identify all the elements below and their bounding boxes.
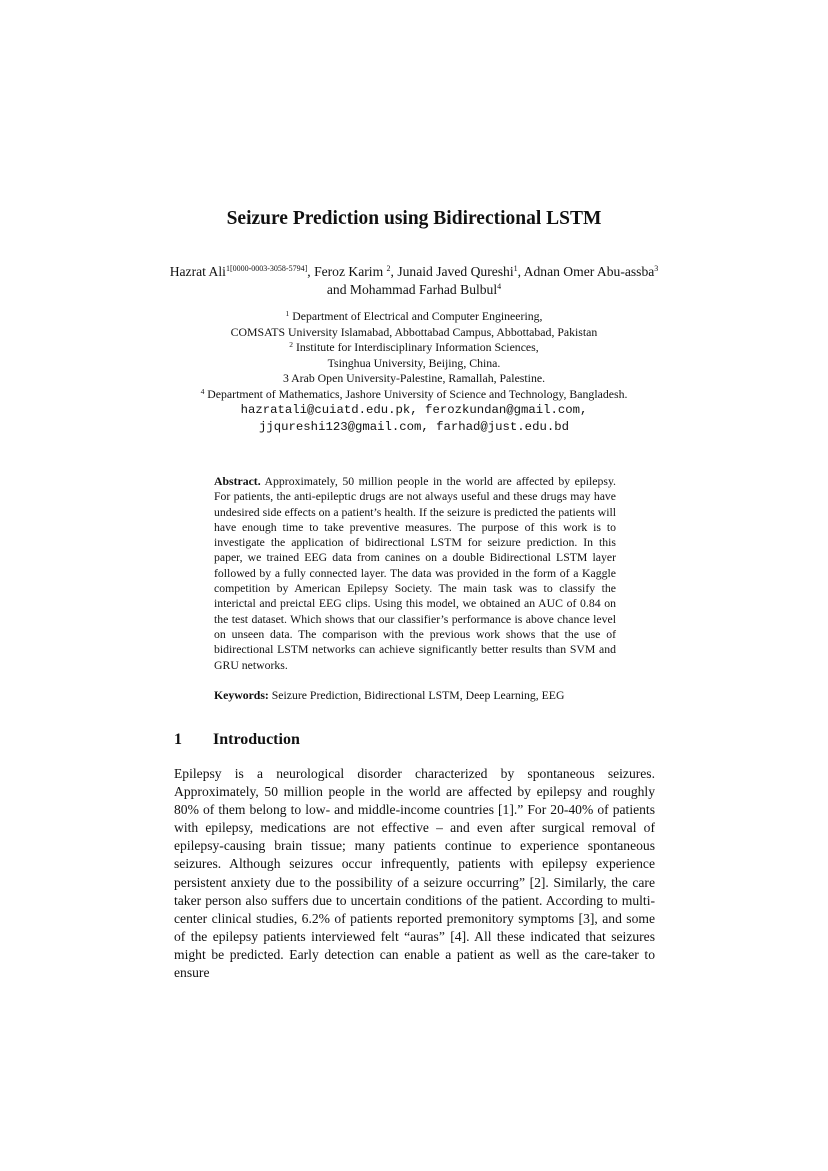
section-title: Introduction [213, 731, 300, 748]
email-list: jjqureshi123@gmail.com, farhad@just.edu.bd [259, 419, 569, 434]
body-paragraph: Epilepsy is a neurological disorder characterized by spontaneous seizures. Approximately, 50 million people in the world are affected by epilepsy and roughly 80% of them belong to low- and middle-income countries [1].” For 20-40% of patients with epilepsy, medications are not effective – and even after surgical removal of epilepsy-causing brain tissue; many patients continue to experience spontaneous seizures. Although seizures occur infrequently, patients with epilepsy experience persistent anxiety due to the possibility of a seizure occurring” [2]. Similarly, the care taker person also suffers due to uncertain conditions of the patient. According to multi-center clinical studies, 6.2% of patients reported premonitory symptoms [3], and some of the epilepsy patients interviewed felt “auras” [4]. All these indicated that seizures might be predicted. Early detection can enable a patient as well as the care-taker to ensure [174, 766, 655, 981]
affiliation-superscript: 2 [289, 340, 294, 349]
section-heading [174, 729, 300, 751]
author-name: Hazrat Ali [169, 264, 226, 279]
author-superscript: 1[0000-0003-3058-5794] [225, 264, 308, 273]
affiliation-text: Department of Mathematics, Jashore University of Science and Technology, Bangladesh. [204, 386, 628, 401]
affiliation-line [0, 340, 828, 356]
affiliation-text: Department of Electrical and Computer Engineering, [289, 309, 543, 323]
affiliation-text: Institute for Interdisciplinary Information Sciences, [293, 340, 539, 354]
author-superscript: 3 [654, 264, 659, 273]
keywords [214, 688, 624, 703]
author-superscript: 4 [497, 282, 502, 291]
author-superscript: 1 [513, 264, 518, 273]
affiliation-line: 3 Arab Open University-Palestine, Ramallah, Palestine. [282, 371, 546, 385]
affiliation-line [0, 387, 828, 403]
abstract-text: Approximately, 50 million people in the world are affected by epilepsy. For patients, the anti-epileptic drugs are not always useful and these drugs may have undesired side effects on a patient’s health. If the seizure is predicted the patients will have enough time to take preventive measures. The purpose of this work is to investigate the application of bidirectional LSTM for seizure prediction. In this paper, we trained EEG data from canines on a double Bidirectional LSTM layer followed by a fully connected layer. The data was provided in the form of a Kaggle competition by American Epilepsy Society. The main task was to classify the interictal and preictal EEG clips. Using this model, we obtained an AUC of 0.84 on the test dataset. Which shows that our classifier’s performance is above chance level on unseen data. The comparison with the previous work shows that the use of bidirectional LSTM networks can achieve significantly better results than SVM and GRU networks. [214, 475, 616, 672]
author-name: and Mohammad Farhad Bulbul [326, 282, 498, 297]
affiliation-superscript: 1 [285, 309, 290, 318]
paper-title: Seizure Prediction using Bidirectional LSTM [226, 208, 602, 229]
author-name: , Feroz Karim [307, 264, 387, 279]
author-list [160, 263, 668, 299]
abstract-label: Abstract. [214, 475, 261, 488]
affiliation-line [0, 309, 828, 325]
author-name: , Adnan Omer Abu-assba [517, 264, 655, 279]
affiliation-superscript: 4 [200, 386, 205, 396]
affiliation-line: Tsinghua University, Beijing, China. [327, 355, 501, 370]
affiliations [0, 309, 828, 435]
keywords-label: Keywords: [214, 689, 269, 702]
section-number: 1 [174, 731, 182, 748]
author-superscript: 2 [386, 264, 391, 273]
author-name: , Junaid Javed Qureshi [390, 264, 514, 279]
abstract [214, 474, 616, 673]
email-list: hazratali@cuiatd.edu.pk, ferozkundan@gmail.com, [240, 403, 588, 417]
keywords-text: Seizure Prediction, Bidirectional LSTM, Deep Learning, EEG [271, 689, 565, 702]
affiliation-line: COMSATS University Islamabad, Abbottabad Campus, Abbottabad, Pakistan [230, 324, 598, 339]
